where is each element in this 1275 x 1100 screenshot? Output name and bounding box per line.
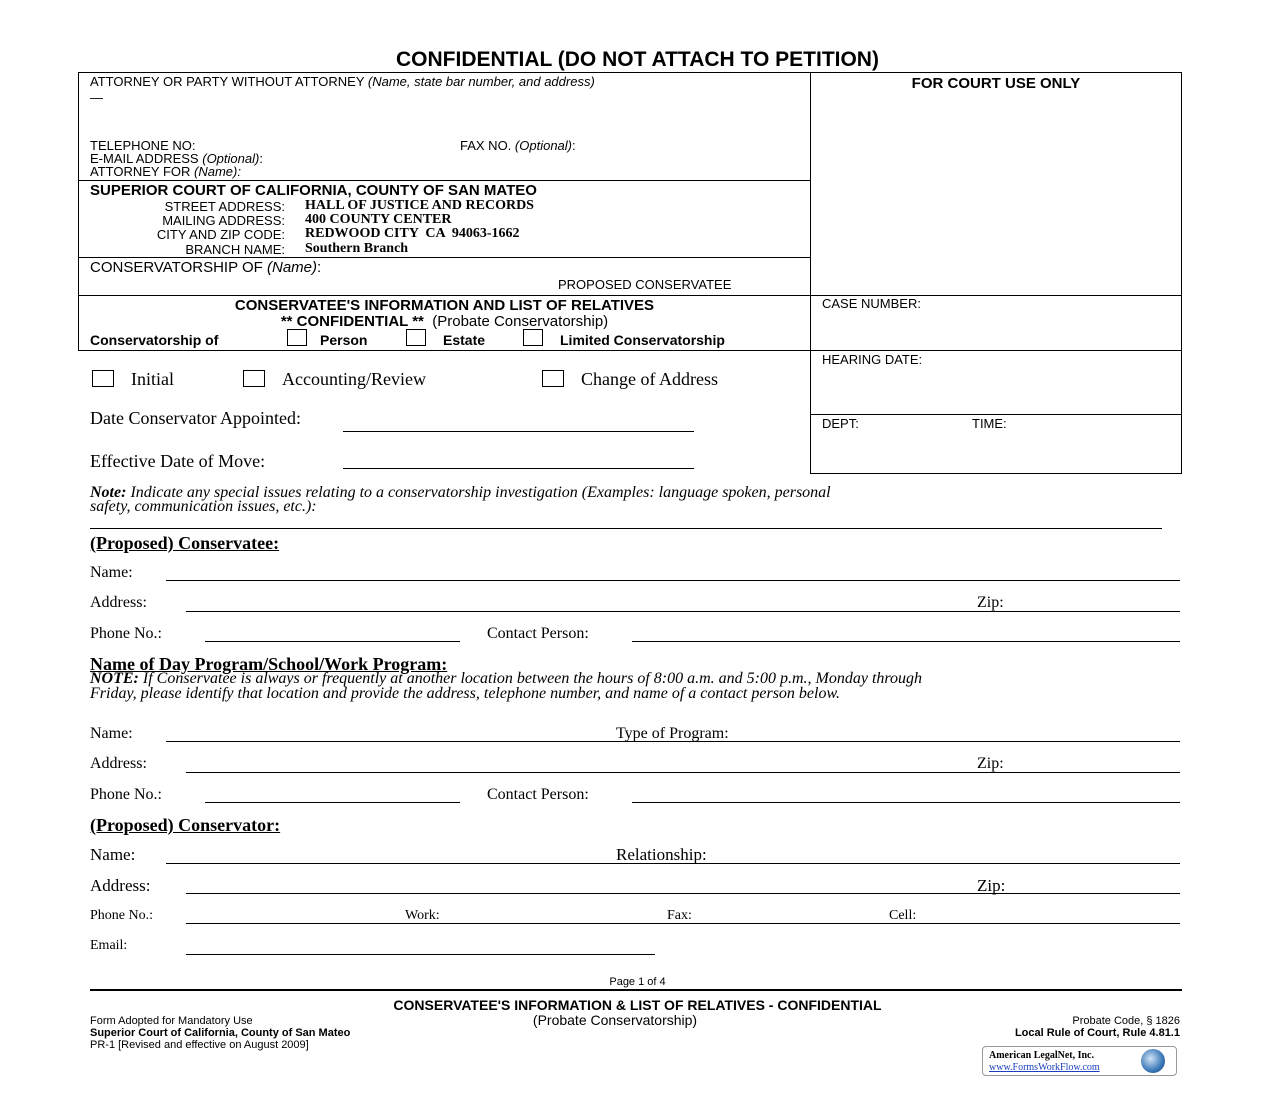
proposed-conservatee-label: PROPOSED CONSERVATEE (558, 277, 732, 292)
initial-label: Initial (131, 369, 174, 389)
city-value: REDWOOD CITY CA 94063-1662 (305, 226, 520, 241)
footer-subtitle: (Probate Conservatorship) (532, 1012, 698, 1028)
date-appointed-label: Date Conservator Appointed: (90, 408, 301, 428)
logo-link[interactable]: www.FormsWorkFlow.com (989, 1062, 1100, 1073)
branch-label: BRANCH NAME: (185, 242, 285, 257)
conservatee-contact-label: Contact Person: (487, 625, 589, 642)
program-heading: Name of Day Program/School/Work Program: (90, 654, 448, 674)
program-note-line2: Friday, please identify that location and provide the address, telephone number, and name of a contact person below. (90, 685, 840, 702)
court-use-label: FOR COURT USE ONLY (911, 75, 1081, 92)
date-appointed-field[interactable] (343, 431, 694, 432)
fax-label: FAX NO. (Optional): (460, 138, 576, 153)
program-note: NOTE: If Conservatee is always or frequently at another location between the hours of 8:00 a.m. and 5:00 p.m., Monday through (90, 670, 923, 687)
initial-checkbox[interactable] (92, 370, 114, 387)
city-label: CITY AND ZIP CODE: (156, 227, 285, 242)
conservator-address-field[interactable] (186, 893, 1180, 894)
attorney-field[interactable]: — (90, 90, 103, 105)
footer-adopted: Form Adopted for Mandatory Use (90, 1015, 253, 1027)
conservator-email-label: Email: (90, 938, 128, 953)
program-contact-label: Contact Person: (487, 786, 589, 803)
program-address-label: Address: (90, 755, 147, 772)
note: Note: Indicate any special issues relating to a conservatorship investigation (Examples: language spoken, personal (90, 484, 831, 501)
logo-company: American LegalNet, Inc. (989, 1050, 1094, 1061)
form-title: CONSERVATEE'S INFORMATION AND LIST OF RELATIVES (234, 297, 655, 314)
case-number-label: CASE NUMBER: (822, 296, 921, 311)
conservatee-name-label: Name: (90, 564, 133, 581)
conservator-cell-label: Cell: (889, 908, 917, 923)
footer-title: CONSERVATEE'S INFORMATION & LIST OF RELATIVES - CONFIDENTIAL (393, 997, 882, 1013)
person-checkbox[interactable] (287, 329, 307, 346)
program-type-label: Type of Program: (616, 725, 729, 742)
legalnet-logo (982, 1046, 1177, 1076)
street-label: STREET ADDRESS: (164, 199, 285, 214)
conservatee-address-label: Address: (90, 594, 147, 611)
program-name-label: Name: (90, 725, 133, 742)
conservator-address-label: Address: (90, 876, 151, 895)
mailing-label: MAILING ADDRESS: (162, 213, 285, 228)
conservator-relationship-label: Relationship: (616, 845, 707, 864)
conservatee-name-field[interactable] (166, 580, 1180, 581)
estate-label: Estate (443, 332, 486, 348)
globe-icon (1141, 1049, 1165, 1073)
conservatorship-of-type-label: Conservatorship of (90, 332, 219, 348)
program-phone-field[interactable] (205, 802, 460, 803)
form-subtitle: ** CONFIDENTIAL ** (Probate Conservatorship) (280, 313, 609, 330)
street-value: HALL OF JUSTICE AND RECORDS (305, 198, 534, 213)
limited-label: Limited Conservatorship (560, 332, 725, 348)
conservatee-heading: (Proposed) Conservatee: (90, 533, 280, 553)
person-label: Person (320, 332, 368, 348)
conservator-email-field[interactable] (186, 954, 655, 955)
program-address-field[interactable] (186, 772, 1180, 773)
telephone-label: TELEPHONE NO: (90, 138, 196, 153)
dept-label: DEPT: (822, 416, 859, 431)
conservator-zip-label: Zip: (977, 876, 1006, 895)
footer-local-rule: Local Rule of Court, Rule 4.81.1 (1014, 1027, 1180, 1039)
page-number: Page 1 of 4 (609, 976, 666, 988)
attorney-for-label: ATTORNEY FOR (Name): (90, 164, 241, 179)
hearing-date-label: HEARING DATE: (822, 352, 923, 367)
footer-probate-code: Probate Code, § 1826 (1072, 1015, 1180, 1027)
conservatee-phone-label: Phone No.: (90, 625, 162, 642)
page-title: CONFIDENTIAL (DO NOT ATTACH TO PETITION) (396, 48, 879, 71)
accounting-label: Accounting/Review (282, 369, 426, 389)
conservator-name-label: Name: (90, 845, 136, 864)
conservator-fax-label: Fax: (667, 908, 692, 923)
note-line2: safety, communication issues, etc.): (90, 498, 317, 515)
effective-move-label: Effective Date of Move: (90, 451, 266, 471)
estate-checkbox[interactable] (406, 329, 426, 346)
conservatee-address-field[interactable] (186, 611, 1180, 612)
change-address-label: Change of Address (581, 369, 718, 389)
conservatee-phone-field[interactable] (205, 641, 460, 642)
branch-value: Southern Branch (305, 241, 409, 256)
effective-move-field[interactable] (343, 468, 694, 469)
email-label: E-MAIL ADDRESS (Optional): (90, 151, 263, 166)
conservatorship-of-label: CONSERVATORSHIP OF (Name): (90, 259, 322, 276)
attorney-label: ATTORNEY OR PARTY WITHOUT ATTORNEY (Name, state bar number, and address) (90, 74, 595, 89)
program-phone-label: Phone No.: (90, 786, 162, 803)
time-label: TIME: (972, 416, 1007, 431)
program-contact-field[interactable] (632, 802, 1180, 803)
footer-court: Superior Court of California, County of San Mateo (90, 1027, 351, 1039)
mailing-value: 400 COUNTY CENTER (305, 212, 452, 227)
change-address-checkbox[interactable] (542, 370, 564, 387)
court-name: SUPERIOR COURT OF CALIFORNIA, COUNTY OF SAN MATEO (90, 182, 537, 199)
accounting-checkbox[interactable] (243, 370, 265, 387)
note-field[interactable] (90, 528, 1162, 529)
conservator-work-label: Work: (405, 908, 440, 923)
footer-revision: PR-1 [Revised and effective on August 2009] (90, 1039, 309, 1051)
conservator-heading: (Proposed) Conservator: (90, 815, 281, 835)
conservatee-contact-field[interactable] (632, 641, 1180, 642)
conservator-phone-label: Phone No.: (90, 908, 153, 923)
limited-checkbox[interactable] (523, 329, 543, 346)
conservatee-zip-label: Zip: (977, 594, 1004, 611)
program-zip-label: Zip: (977, 755, 1004, 772)
